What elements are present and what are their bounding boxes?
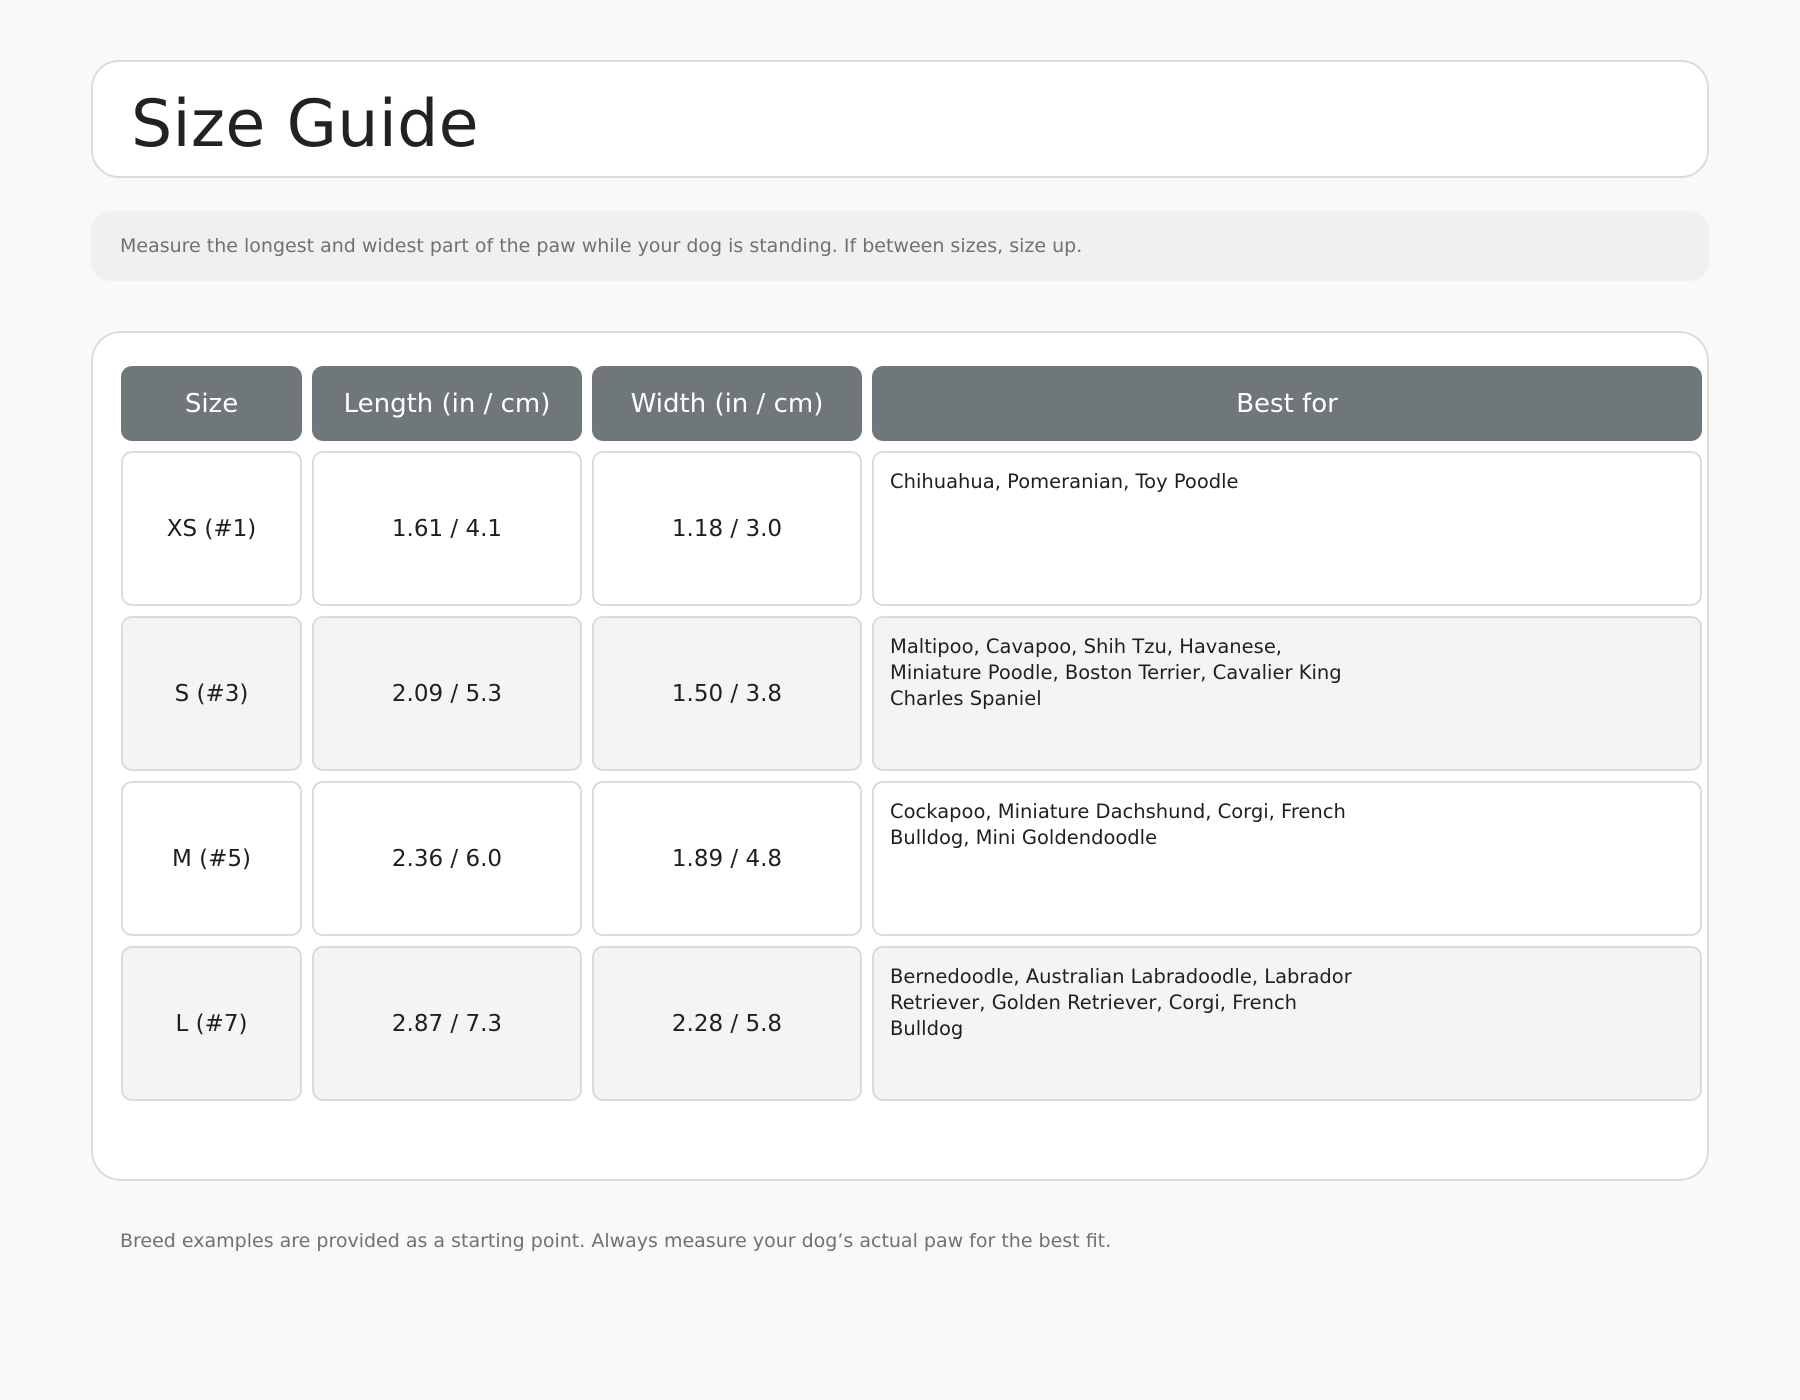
best-for-text-s: Maltipoo, Cavapoo, Shih Tzu, Havanese, Miniature Poodle, Boston Terrier, Cavalier King Charles Spaniel [890, 635, 1342, 710]
header-size: Size [121, 366, 302, 441]
cell-length-l: 2.87 / 7.3 [312, 946, 582, 1101]
cell-length-xs: 1.61 / 4.1 [312, 451, 582, 606]
cell-best-for-s [872, 616, 1702, 771]
cell-width-xs: 1.18 / 3.0 [592, 451, 862, 606]
best-for-text-m: Cockapoo, Miniature Dachshund, Corgi, French Bulldog, Mini Goldendoodle [890, 800, 1346, 849]
cell-size-m: M (#5) [121, 781, 302, 936]
cell-width-s: 1.50 / 3.8 [592, 616, 862, 771]
page-title: Size Guide [131, 87, 479, 162]
measure-note-text: Measure the longest and widest part of the paw while your dog is standing. If between sizes, size up. [120, 235, 1083, 257]
best-for-text-l: Bernedoodle, Australian Labradoodle, Labrador Retriever, Golden Retriever, Corgi, French Bulldog [890, 965, 1352, 1040]
cell-size-l: L (#7) [121, 946, 302, 1101]
header-width: Width (in / cm) [592, 366, 862, 441]
cell-size-s: S (#3) [121, 616, 302, 771]
measure-note [91, 211, 1709, 281]
cell-width-l: 2.28 / 5.8 [592, 946, 862, 1101]
cell-length-m: 2.36 / 6.0 [312, 781, 582, 936]
size-table-card [91, 331, 1709, 1181]
cell-width-m: 1.89 / 4.8 [592, 781, 862, 936]
footnote: Breed examples are provided as a starting point. Always measure your dog’s actual paw for the best fit. [120, 1230, 1112, 1252]
cell-best-for-xs [872, 451, 1702, 606]
cell-best-for-m [872, 781, 1702, 936]
cell-length-s: 2.09 / 5.3 [312, 616, 582, 771]
header-length: Length (in / cm) [312, 366, 582, 441]
cell-best-for-l [872, 946, 1702, 1101]
cell-size-xs: XS (#1) [121, 451, 302, 606]
size-table [121, 366, 1702, 1109]
best-for-text-xs: Chihuahua, Pomeranian, Toy Poodle [890, 470, 1239, 493]
header-best-for: Best for [872, 366, 1702, 441]
title-card [91, 60, 1709, 178]
